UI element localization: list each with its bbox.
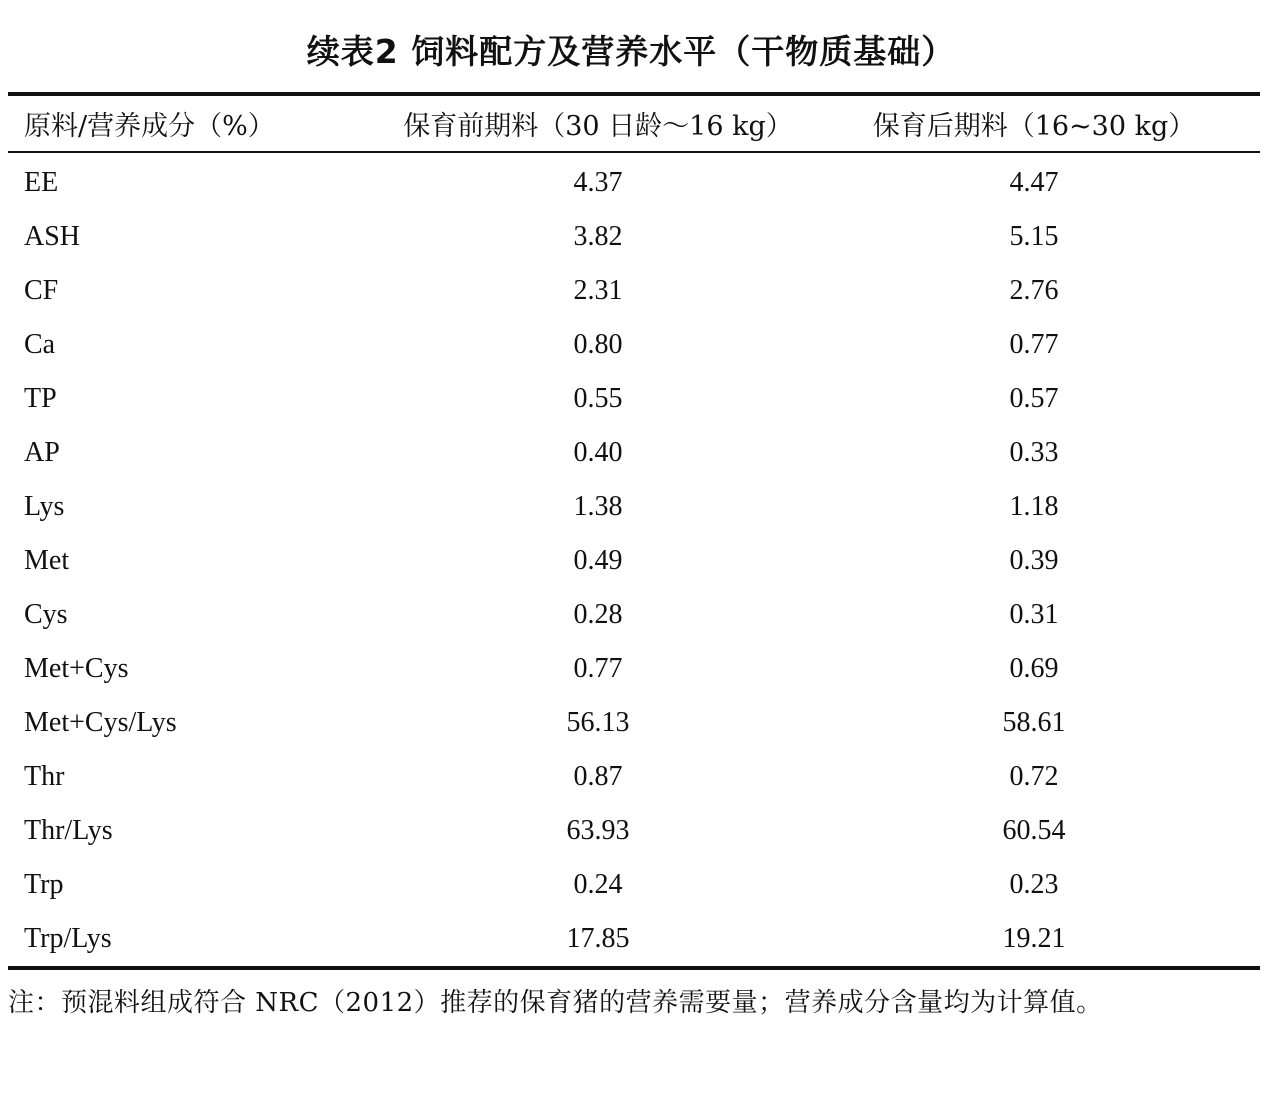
row-label: Lys	[24, 491, 65, 522]
table-row	[8, 318, 1260, 372]
late-value: 0.69	[1009, 653, 1059, 684]
late-value: 1.18	[1009, 491, 1059, 522]
early-value: 17.85	[566, 923, 630, 954]
row-label: Trp	[24, 869, 64, 900]
row-label: Ca	[24, 329, 56, 360]
early-value: 0.24	[573, 869, 623, 900]
table-row	[8, 750, 1260, 804]
row-label: TP	[24, 383, 57, 414]
early-value: 0.49	[573, 545, 623, 576]
row-label: EE	[24, 167, 59, 198]
early-value: 63.93	[566, 815, 630, 846]
late-value: 58.61	[1002, 707, 1066, 738]
table-row	[8, 372, 1260, 426]
table-row	[8, 804, 1260, 858]
row-label: Thr	[24, 761, 65, 792]
table-body	[8, 156, 1260, 966]
row-label: Thr/Lys	[24, 815, 113, 846]
late-value: 60.54	[1002, 815, 1066, 846]
early-value: 0.87	[573, 761, 623, 792]
late-value: 0.72	[1009, 761, 1059, 792]
early-value: 0.80	[573, 329, 623, 360]
late-value: 5.15	[1009, 221, 1059, 252]
late-value: 0.31	[1009, 599, 1059, 630]
early-value: 4.37	[573, 167, 623, 198]
nutrition-table	[8, 92, 1260, 970]
early-value: 0.77	[573, 653, 623, 684]
table-row	[8, 426, 1260, 480]
table-title: 续表2 饲料配方及营养水平（干物质基础）	[306, 32, 956, 71]
row-label: Cys	[24, 599, 68, 630]
early-value: 56.13	[566, 707, 630, 738]
table-row	[8, 480, 1260, 534]
table-header-rule	[8, 151, 1260, 153]
header-late-nursery: 保育后期料（16~30 kg）	[872, 111, 1196, 142]
table-row	[8, 642, 1260, 696]
early-value: 1.38	[573, 491, 623, 522]
table-header-row	[8, 96, 1260, 151]
table-row	[8, 696, 1260, 750]
row-label: Met	[24, 545, 70, 576]
table-row	[8, 156, 1260, 210]
table-row	[8, 912, 1260, 966]
header-ingredient: 原料/营养成分（%）	[24, 111, 275, 142]
early-value: 0.55	[573, 383, 623, 414]
late-value: 4.47	[1009, 167, 1059, 198]
late-value: 2.76	[1009, 275, 1059, 306]
row-label: Met+Cys	[24, 653, 129, 684]
late-value: 0.23	[1009, 869, 1059, 900]
early-value: 0.28	[573, 599, 623, 630]
table-row	[8, 858, 1260, 912]
late-value: 19.21	[1002, 923, 1066, 954]
table-row	[8, 210, 1260, 264]
header-early-nursery: 保育前期料（30 日龄～16 kg）	[403, 111, 793, 142]
late-value: 0.39	[1009, 545, 1059, 576]
row-label: AP	[24, 437, 60, 468]
row-label: CF	[24, 275, 59, 306]
early-value: 2.31	[573, 275, 623, 306]
row-label: ASH	[24, 221, 81, 252]
table-footnote: 注：预混料组成符合 NRC（2012）推荐的保育猪的营养需要量；营养成分含量均为计算值。	[8, 988, 1103, 1018]
early-value: 3.82	[573, 221, 623, 252]
table-row	[8, 534, 1260, 588]
late-value: 0.77	[1009, 329, 1059, 360]
table-row	[8, 264, 1260, 318]
late-value: 0.57	[1009, 383, 1059, 414]
row-label: Met+Cys/Lys	[24, 707, 177, 738]
late-value: 0.33	[1009, 437, 1059, 468]
row-label: Trp/Lys	[24, 923, 112, 954]
table-bottom-rule	[8, 966, 1260, 970]
early-value: 0.40	[573, 437, 623, 468]
table-row	[8, 588, 1260, 642]
